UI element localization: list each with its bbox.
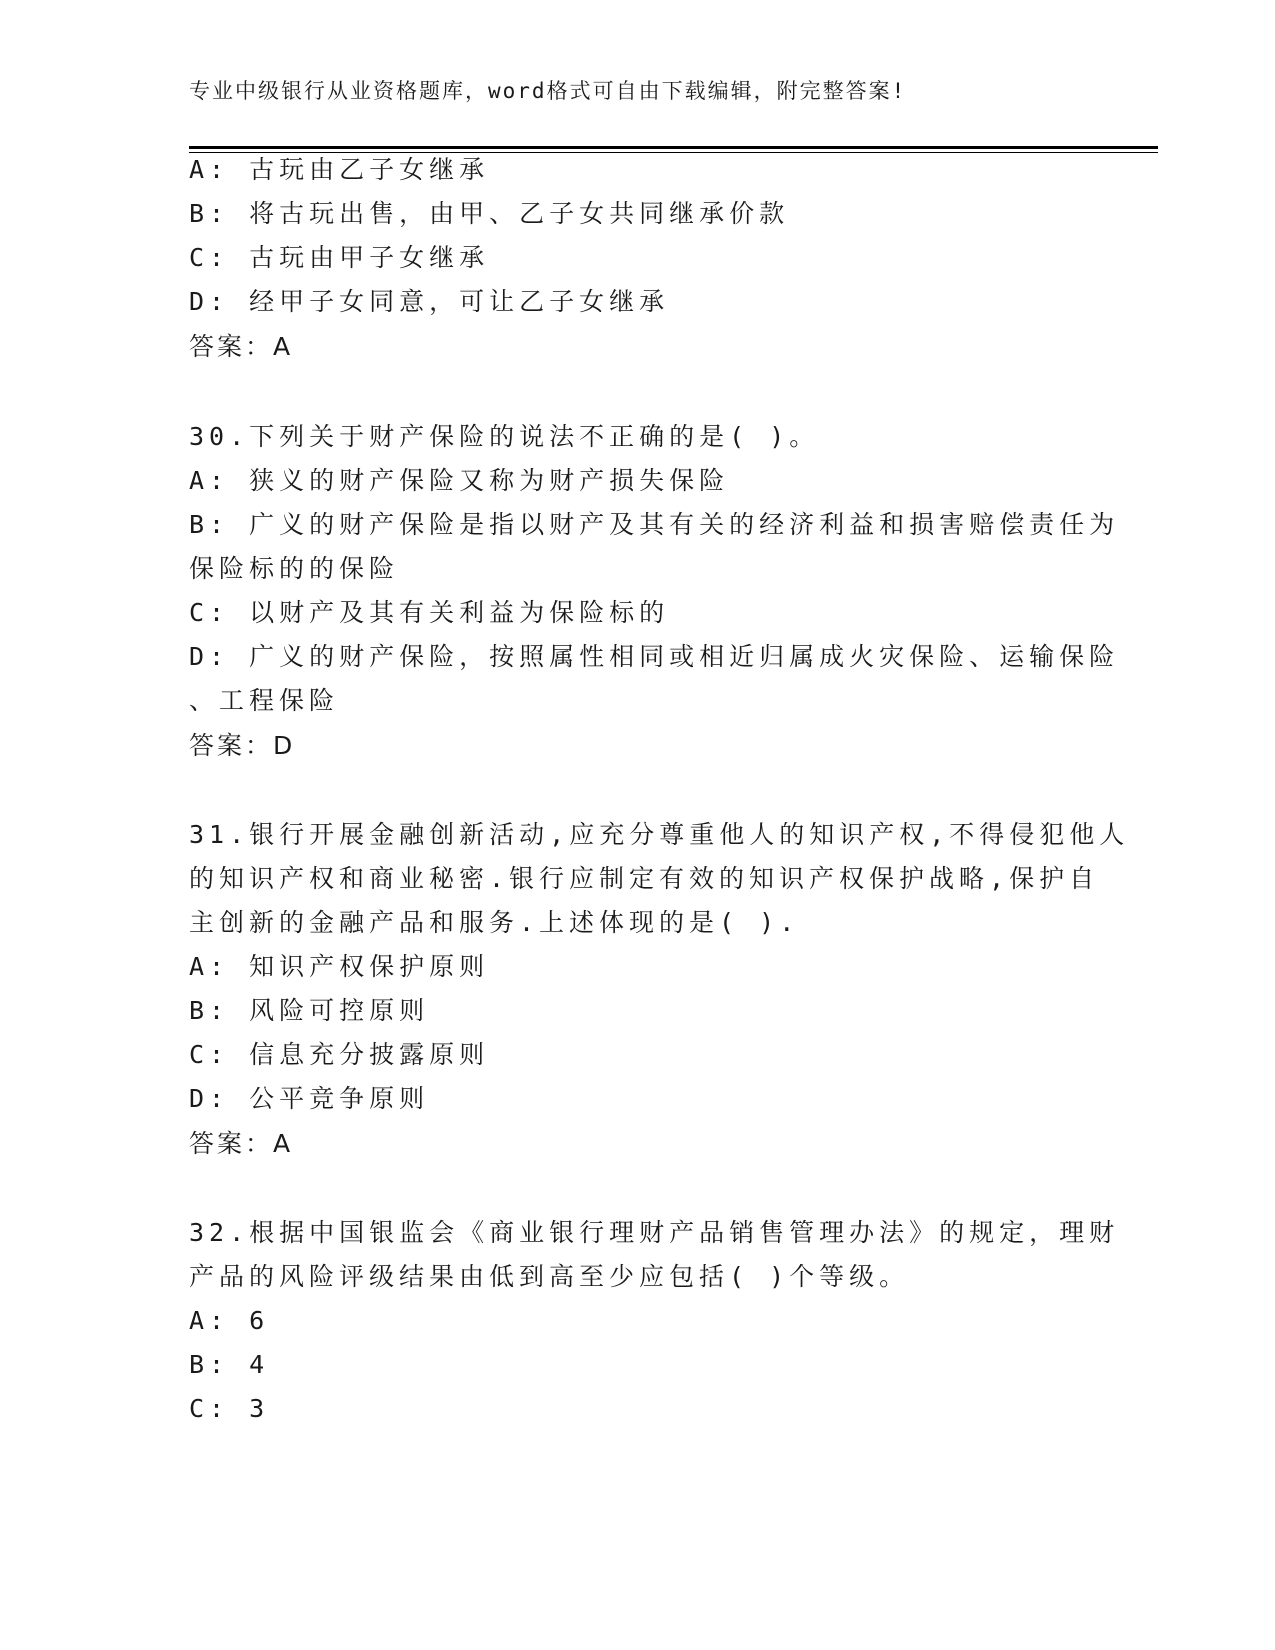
q30-answer: 答案：D [189,731,296,760]
q29-option-d: D: 经甲子女同意，可让乙子女继承 [189,287,670,316]
q30-option-b-line2: 保险标的的保险 [189,554,400,583]
q30-stem: 30.下列关于财产保险的说法不正确的是( )。 [189,422,820,451]
header-rule-thick [189,146,1158,149]
q31-option-b: B: 风险可控原则 [189,996,430,1025]
q32-stem-line2: 产品的风险评级结果由低到高至少应包括( )个等级。 [189,1262,910,1291]
q29-option-b: B: 将古玩出售，由甲、乙子女共同继承价款 [189,199,790,228]
q31-answer: 答案：A [189,1129,294,1158]
q29-option-a: A: 古玩由乙子女继承 [189,155,490,184]
q30-option-d-line2: 、工程保险 [189,686,340,715]
q31-stem-line1: 31.银行开展金融创新活动,应充分尊重他人的知识产权,不得侵犯他人 [189,820,1130,849]
q30-option-c: C: 以财产及其有关利益为保险标的 [189,598,670,627]
q31-option-a: A: 知识产权保护原则 [189,952,490,981]
q32-option-b: B: 4 [189,1350,270,1379]
q32-stem-line1: 32.根据中国银监会《商业银行理财产品销售管理办法》的规定，理财 [189,1218,1120,1247]
page-header: 专业中级银行从业资格题库，word格式可自由下载编辑，附完整答案! [189,79,907,103]
q29-option-c: C: 古玩由甲子女继承 [189,243,490,272]
q30-option-b-line1: B: 广义的财产保险是指以财产及其有关的经济利益和损害赔偿责任为 [189,510,1120,539]
q32-option-c: C: 3 [189,1394,270,1423]
q31-stem-line3: 主创新的金融产品和服务.上述体现的是( ). [189,908,800,937]
q32-option-a: A: 6 [189,1306,270,1335]
q31-option-d: D: 公平竞争原则 [189,1084,430,1113]
q30-option-d-line1: D: 广义的财产保险，按照属性相同或相近归属成火灾保险、运输保险 [189,642,1120,671]
q31-stem-line2: 的知识产权和商业秘密.银行应制定有效的知识产权保护战略,保护自 [189,864,1100,893]
q30-option-a: A: 狭义的财产保险又称为财产损失保险 [189,466,730,495]
q31-option-c: C: 信息充分披露原则 [189,1040,490,1069]
q29-answer: 答案：A [189,332,294,361]
